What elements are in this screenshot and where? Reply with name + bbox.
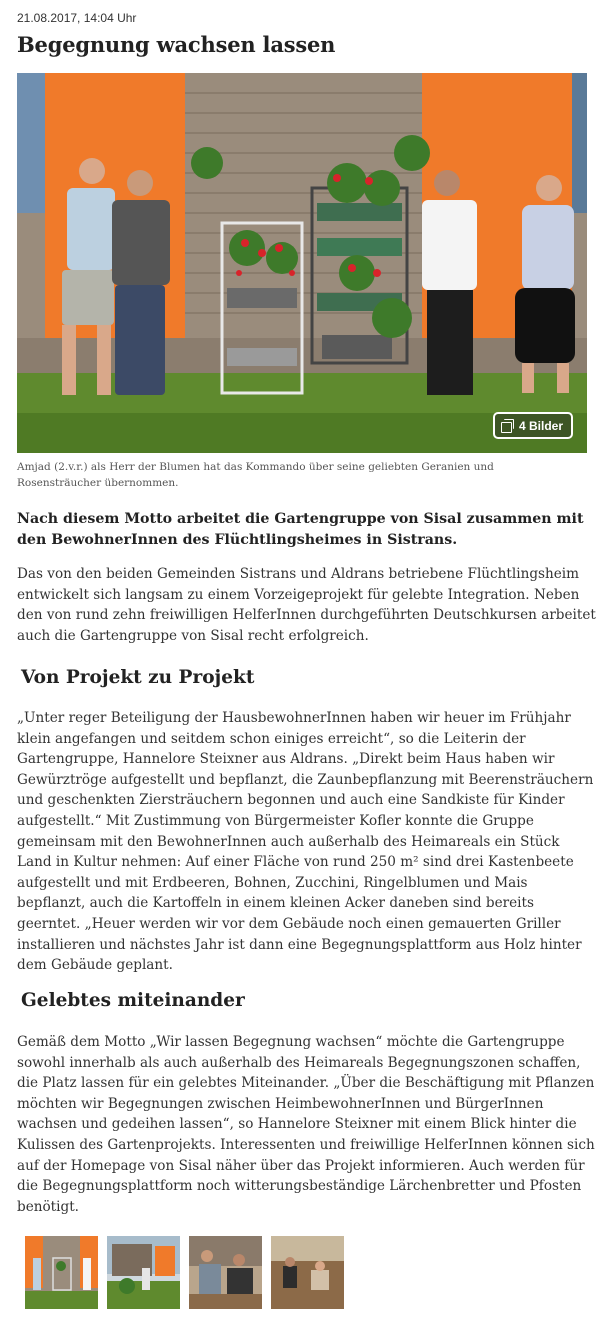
gallery-icon (501, 419, 514, 432)
gallery-thumbnails (25, 1236, 344, 1309)
gallery-thumbnail-1[interactable] (25, 1236, 98, 1309)
subheading-gelebtes-miteinander: Gelebtes miteinander (21, 990, 245, 1011)
paragraph-3: Gemäß dem Motto „Wir lassen Begegnung wachsen“ möchte die Gartengruppe sowohl innerhalb als auch außerhalb des Heimareals Begegnungszonen schaffen, die Platz lassen für ein gelebtes Miteinander. „Über die Beschäftigung mit Pflanzen möchten wir Begegnungen zwischen HeimbewohnerInnen und BürgerInnen wachsen und gedeihen lassen“, so Hannelore Steixner mit einem Blick hinter die Kulissen des Gartenprojekts. Interessenten und freiwillige HelferInnen können sich auf der Homepage von Sisal näher über das Projekt informieren. Auch werden für die Begegnungsplattform noch witterungsbeständige Lärchenbretter und Pfosten benötigt. (17, 1034, 595, 1215)
paragraph-2: „Unter reger Beteiligung der HausbewohnerInnen haben wir heuer im Frühjahr klein angefangen und seitdem schon einiges erreicht“, so die Leiterin der Gartengruppe, Hannelore Steixner aus Aldrans. „Direkt beim Haus haben wir Gewürztröge aufgestellt und bepflanzt, die Zaunbepflanzung mit Beerensträuchern und geschenkten Ziersträuchern begonnen und auch eine Sandkiste für Kinder aufgestellt.“ Mit Zustimmung von Bürgermeister Kofler konnte die Gruppe gemeinsam mit den BewohnerInnen auch außerhalb des Heimareals ein Stück Land in Kultur nehmen: Auf einer Fläche von rund 250 m² sind drei Kastenbeete aufgestellt und mit Erdbeeren, Bohnen, Zucchini, Ringelblumen und Mais bepflanzt, auch die Kartoffeln in einem kleinen Acker daneben sind bereits geerntet. „Heuer werden wir vor dem Gebäude noch einen gemauerten Griller installieren und nächstes Jahr ist dann eine Begegnungsplattform aus Holz hinter dem Gebäude geplant. (17, 710, 594, 974)
article-title: Begegnung wachsen lassen (17, 32, 336, 57)
article-date: 21.08.2017, 14:04 Uhr (17, 11, 137, 25)
article-lead: Nach diesem Motto arbeitet die Gartengruppe von Sisal zusammen mit den BewohnerInnen des Flüchtlingsheimes in Sistrans. (17, 511, 584, 548)
hero-photo (17, 73, 587, 453)
paragraph-1: Das von den beiden Gemeinden Sistrans und Aldrans betriebene Flüchtlingsheim entwickelt sich langsam zu einem Vorzeigeprojekt für gelebte Integration. Neben den von rund zehn freiwilligen HelferInnen durchgeführten Deutschkursen arbeitet auch die Gartengruppe von Sisal recht erfolgreich. (17, 566, 596, 644)
gallery-badge-button[interactable] (493, 412, 573, 439)
gallery-count-label: 4 Bilder (518, 418, 563, 433)
subheading-von-projekt-zu-projekt: Von Projekt zu Projekt (21, 667, 255, 688)
hero-image[interactable] (17, 73, 587, 453)
gallery-thumbnail-2[interactable] (107, 1236, 180, 1309)
image-caption: Amjad (2.v.r.) als Herr der Blumen hat das Kommando über seine geliebten Geranien und Rosensträucher übernommen. (17, 461, 494, 489)
gallery-thumbnail-4[interactable] (271, 1236, 344, 1309)
gallery-thumbnail-3[interactable] (189, 1236, 262, 1309)
